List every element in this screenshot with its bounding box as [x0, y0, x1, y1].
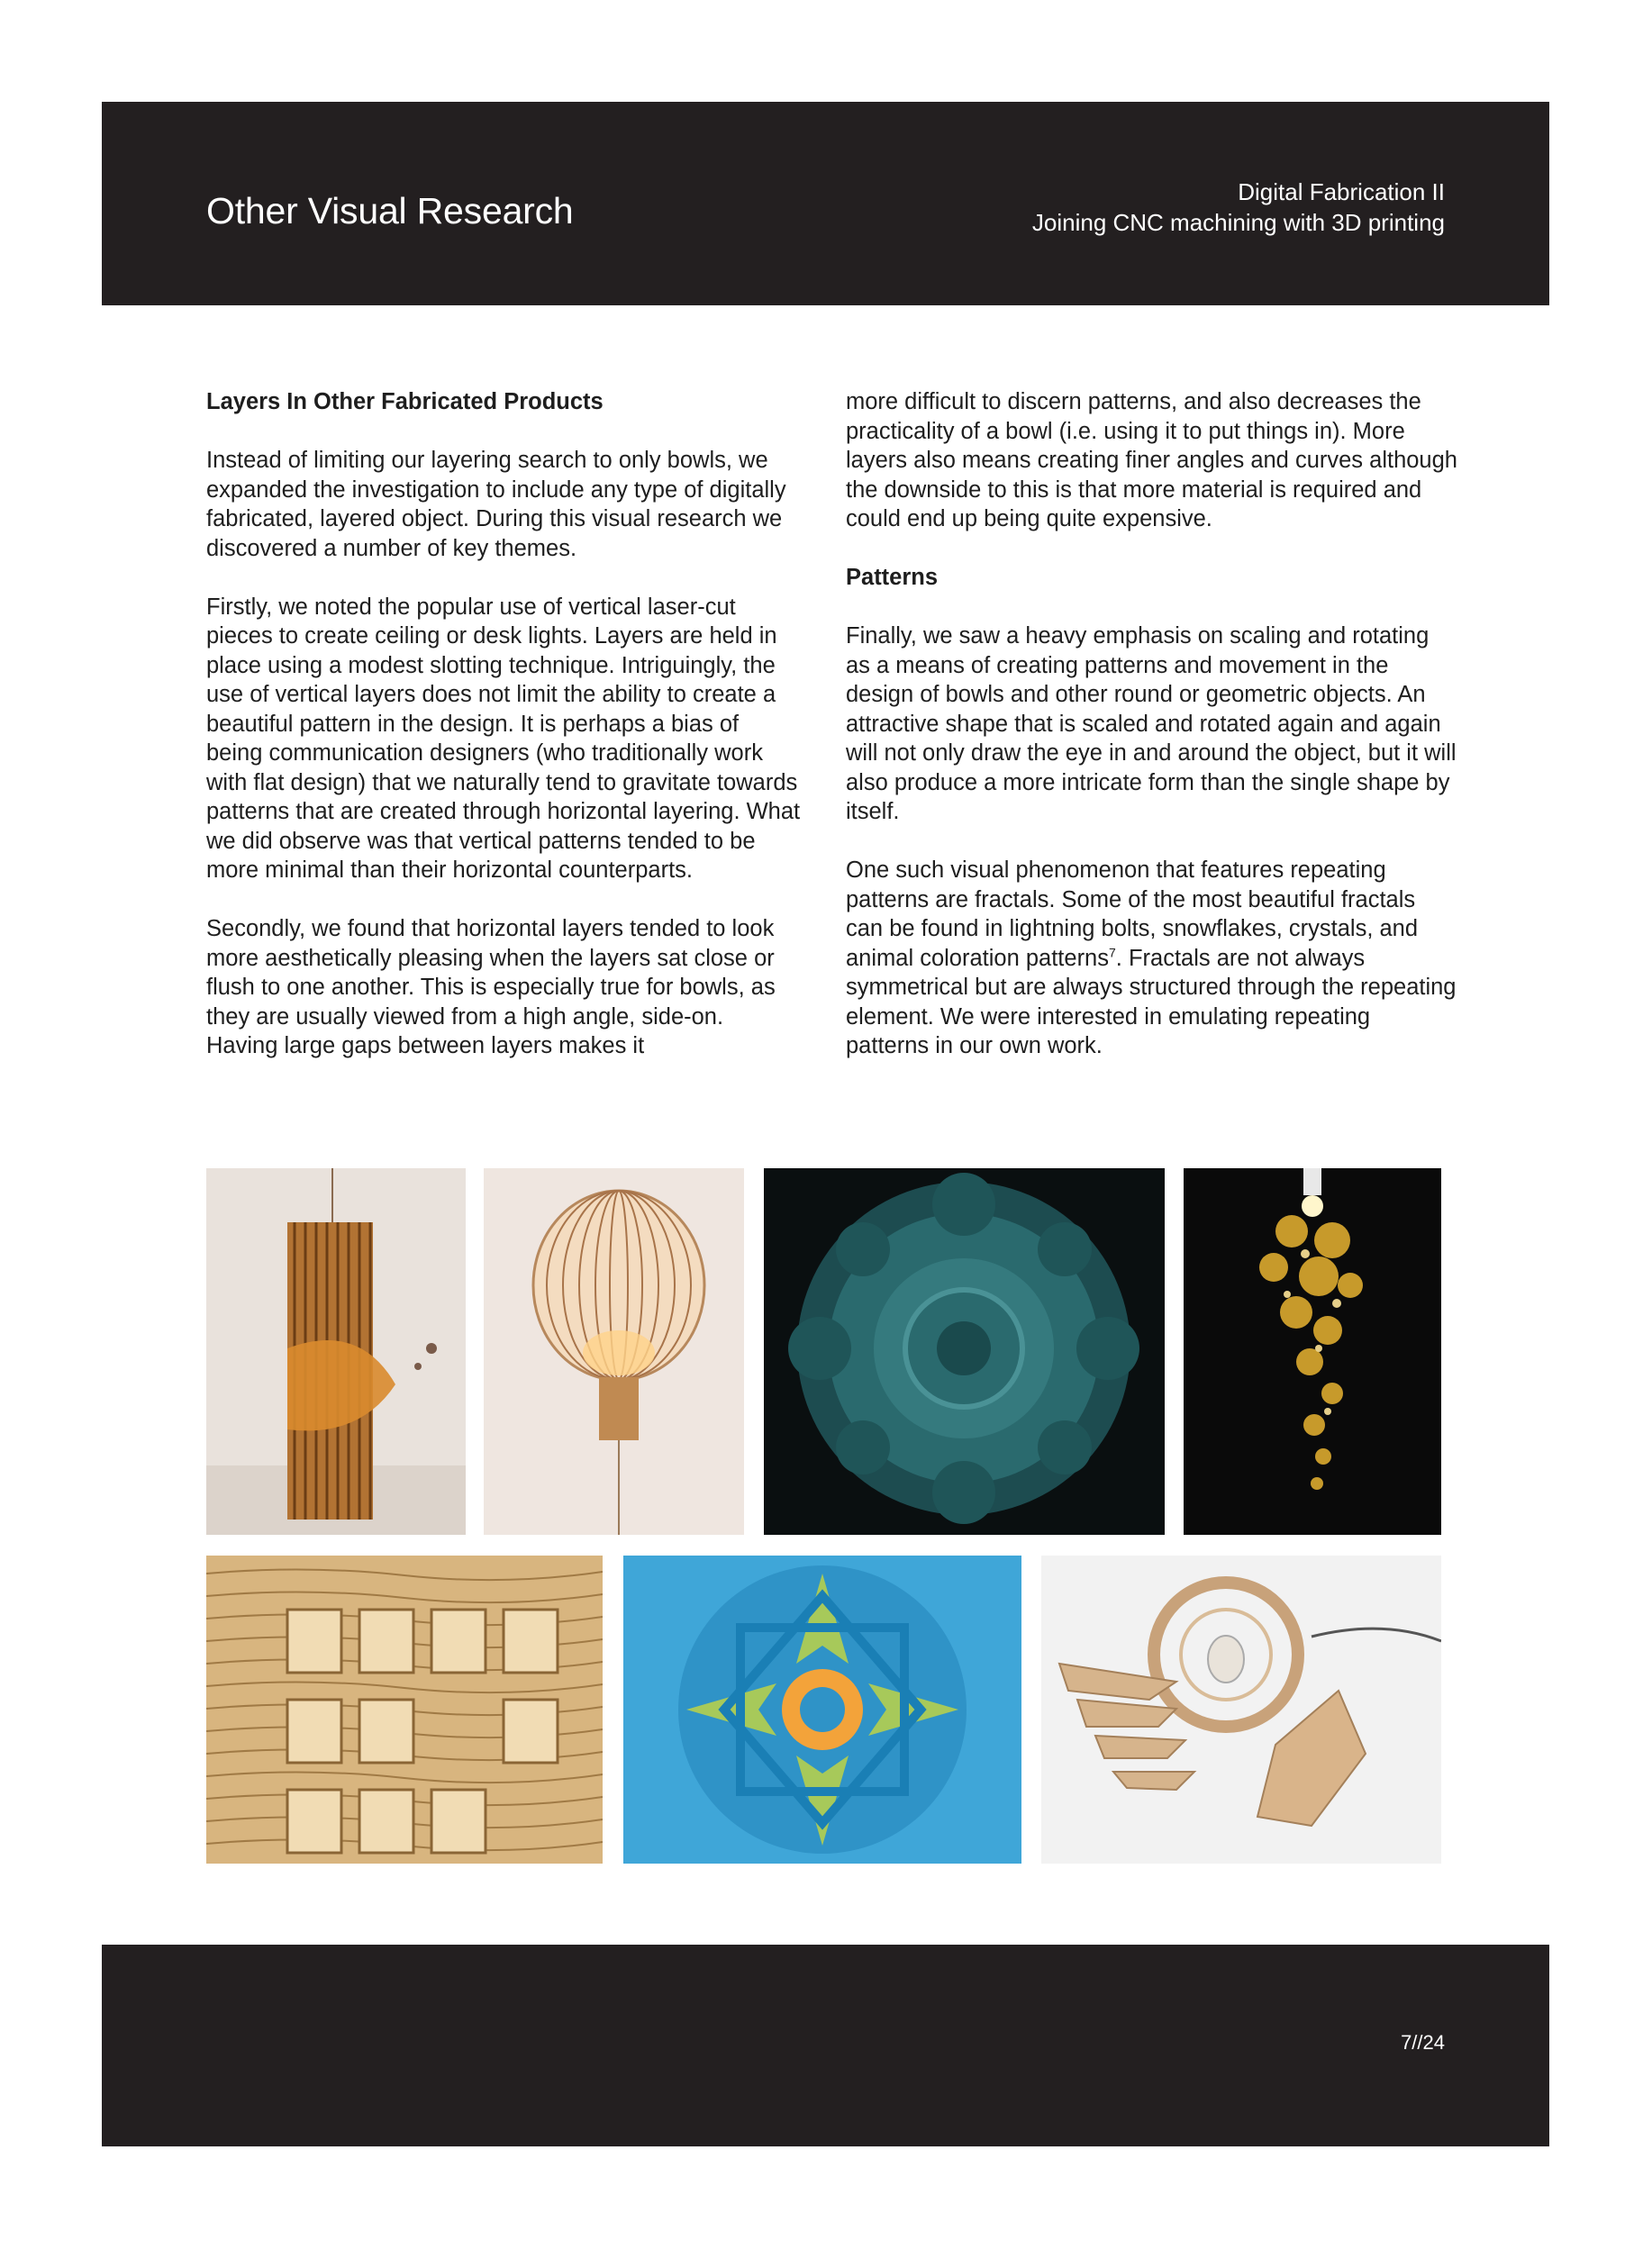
course-title: Digital Fabrication II: [1238, 178, 1445, 205]
paragraph: Finally, we saw a heavy emphasis on scaling and rotating as a means of creating patterns and movement in the design of bowls and other round or geometric objects. An attractive shape that is scaled and rotated again and again will not only draw the eye in and around the object, but it will also produce a more intricate form than the single shape by itself.: [846, 623, 1457, 824]
header-info: [1032, 177, 1445, 238]
paragraph: Secondly, we found that horizontal layers tended to look more aesthetically pleasing when the layers sat close or flush to one another. This is especially true for bowls, as they are usually viewed from a high angle, side-on. Having large gaps between layers makes it: [206, 916, 776, 1058]
layered-letters-image: [206, 1556, 603, 1864]
section-heading-layers: Layers In Other Fabricated Products: [206, 389, 604, 414]
paragraph-text: One such visual phenomenon that features repeating patterns are fractals. Some of the most beautiful fractals can be found in lightning bolts, snowflakes, crystals, and animal coloration patterns: [846, 857, 1419, 971]
footer-band: [102, 1945, 1549, 2146]
paragraph-fractals: [846, 856, 1458, 1061]
page-title: Other Visual Research: [206, 190, 574, 231]
paragraph: more difficult to discern patterns, and also decreases the practicality of a bowl (i.e. using it to put things in). More layers also means creating finer angles and curves although the downside to this is that more material is required and could end up being quite expensive.: [846, 389, 1457, 531]
fractal-sculpture-image: [764, 1168, 1165, 1535]
floral-chandelier-image: [1184, 1168, 1441, 1535]
left-column: [206, 387, 801, 1090]
paragraph: Instead of limiting our layering search to only bowls, we expanded the investigation to include any type of digitally fabricated, layered object. During this visual research we discovered a number of key themes.: [206, 448, 786, 561]
paragraph: Firstly, we noted the popular use of vertical laser-cut pieces to create ceiling or desk lights. Layers are held in place using a modest slotting technique. Intriguingly, the use of vertical layers does not limit the ability to create a beautiful pattern in the design. It is perhaps a bias of being communication designers (who traditionally work with flat design) that we naturally tend to gravitate towards patterns that are created through horizontal layering. What we did observe was that vertical patterns tended to be more minimal than their horizontal counterparts.: [206, 594, 801, 883]
right-column: [846, 387, 1458, 1090]
spiral-pendant-lamp-image: [206, 1168, 466, 1535]
wooden-lamp-image: [1041, 1556, 1441, 1864]
header-band: [102, 102, 1549, 305]
layered-mandala-image: [623, 1556, 1021, 1864]
section-heading-patterns: Patterns: [846, 565, 939, 590]
paragraph-text: . Fractals are not always symmetrical but are always structured through the repeating element. We were interested in emulating repeating patterns in our own work.: [846, 945, 1457, 1058]
balloon-pendant-lamp-image: [484, 1168, 744, 1535]
page-number: 7//24: [1401, 2031, 1445, 2054]
course-subtitle: Joining CNC machining with 3D printing: [1031, 209, 1445, 236]
footnote-marker: 7: [1109, 945, 1116, 959]
